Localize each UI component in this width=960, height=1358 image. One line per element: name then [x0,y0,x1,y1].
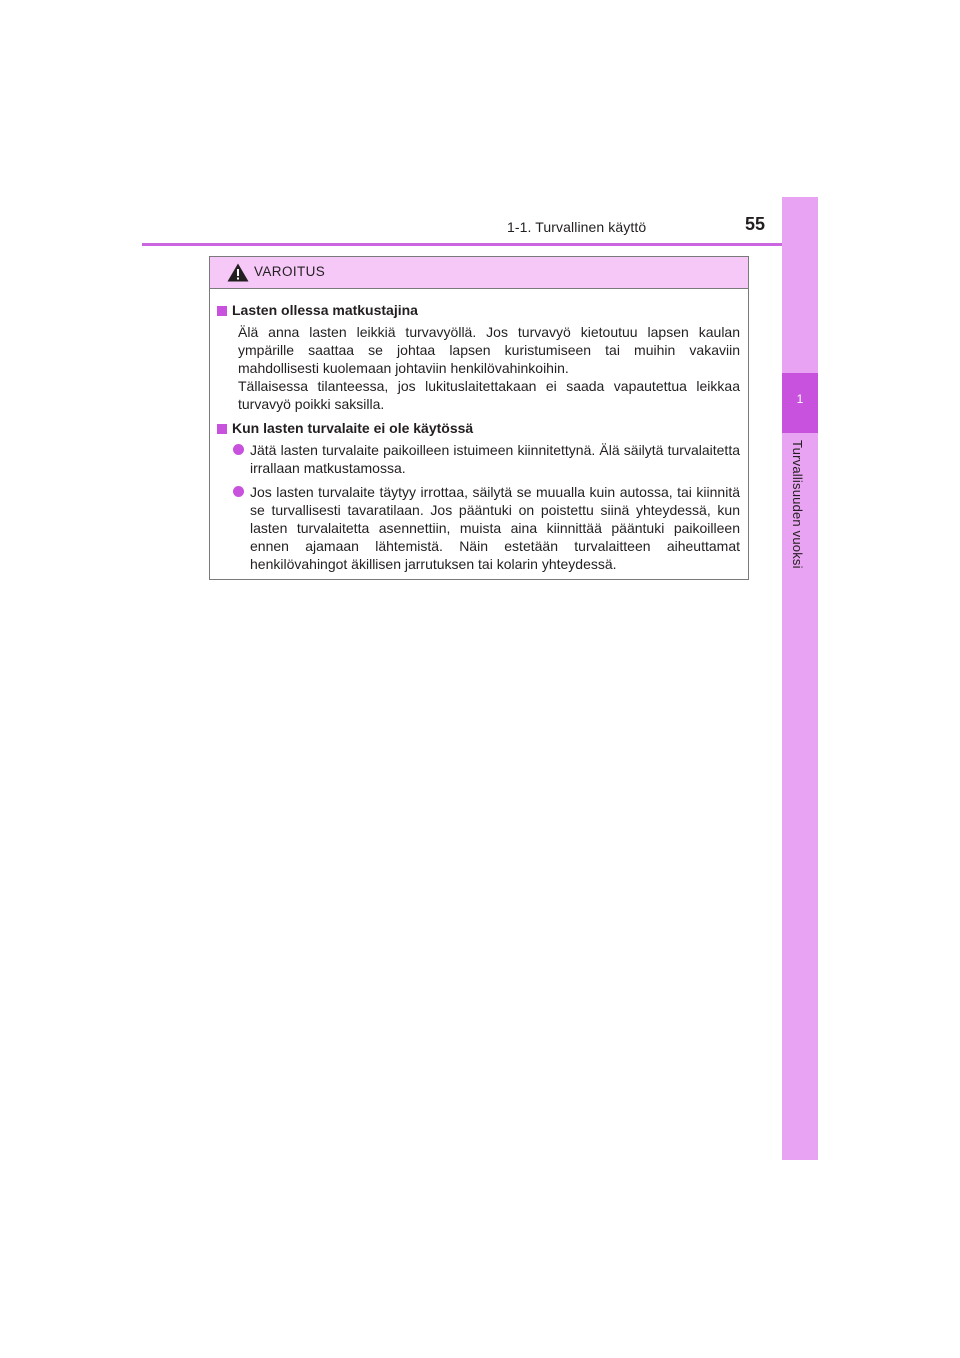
list-item-text: Jätä lasten turvalaite paikoilleen istuimeen kiinnitettynä. Älä säilytä turvalaitetta irrallaan matkustamossa. [250,442,740,476]
header-rule [142,243,818,246]
round-bullet-icon [233,486,244,497]
chapter-label: Turvallisuuden vuoksi [790,440,805,569]
list-item [217,483,740,573]
warning-header [210,257,748,289]
chapter-number: 1 [796,392,804,406]
chapter-side-tab [782,197,818,1160]
warning-section [217,301,740,413]
list-item-text: Jos lasten turvalaite täytyy irrottaa, säilytä se muualla kuin autossa, tai kiinnitä se turvallisesti tavaratilaan. Jos pääntuki on poistettu siinä yhteydessä, kun lasten turvalaitetta asennettiin, muista aina kiinnittää pääntuki paikoilleen ennen ajamaan lähtemistä. Näin estetään turvalaitteen aiheuttamat henkilövahingot äkillisen jarrutuksen tai kolarin yhteydessä. [250,484,740,572]
section-heading [217,301,740,319]
warning-title: VAROITUS [254,264,326,279]
section-heading-text: Kun lasten turvalaite ei ole käytössä [232,420,474,436]
paragraph: Tällaisessa tilanteessa, jos lukituslaitettakaan ei saada vapautettua leikkaa turvavyö poikki saksilla. [238,378,740,412]
warning-triangle-icon [227,263,249,282]
warning-box [209,256,749,580]
square-bullet-icon [217,424,227,434]
page-number: 55 [745,214,766,234]
section-title: 1-1. Turvallinen käyttö [507,219,647,235]
paragraph: Älä anna lasten leikkiä turvavyöllä. Jos turvavyö kietoutuu lapsen kaulan ympärille saattaa se johtaa lapsen kuristumiseen tai muihin vakaviin mahdollisesti kuolemaan johtaviin henkilövahinkoihin. [238,324,740,376]
warning-body [210,289,748,573]
list-item [217,441,740,477]
warning-section [217,419,740,573]
round-bullet-icon [233,444,244,455]
section-heading [217,419,740,437]
section-heading-text: Lasten ollessa matkustajina [232,302,418,318]
square-bullet-icon [217,306,227,316]
